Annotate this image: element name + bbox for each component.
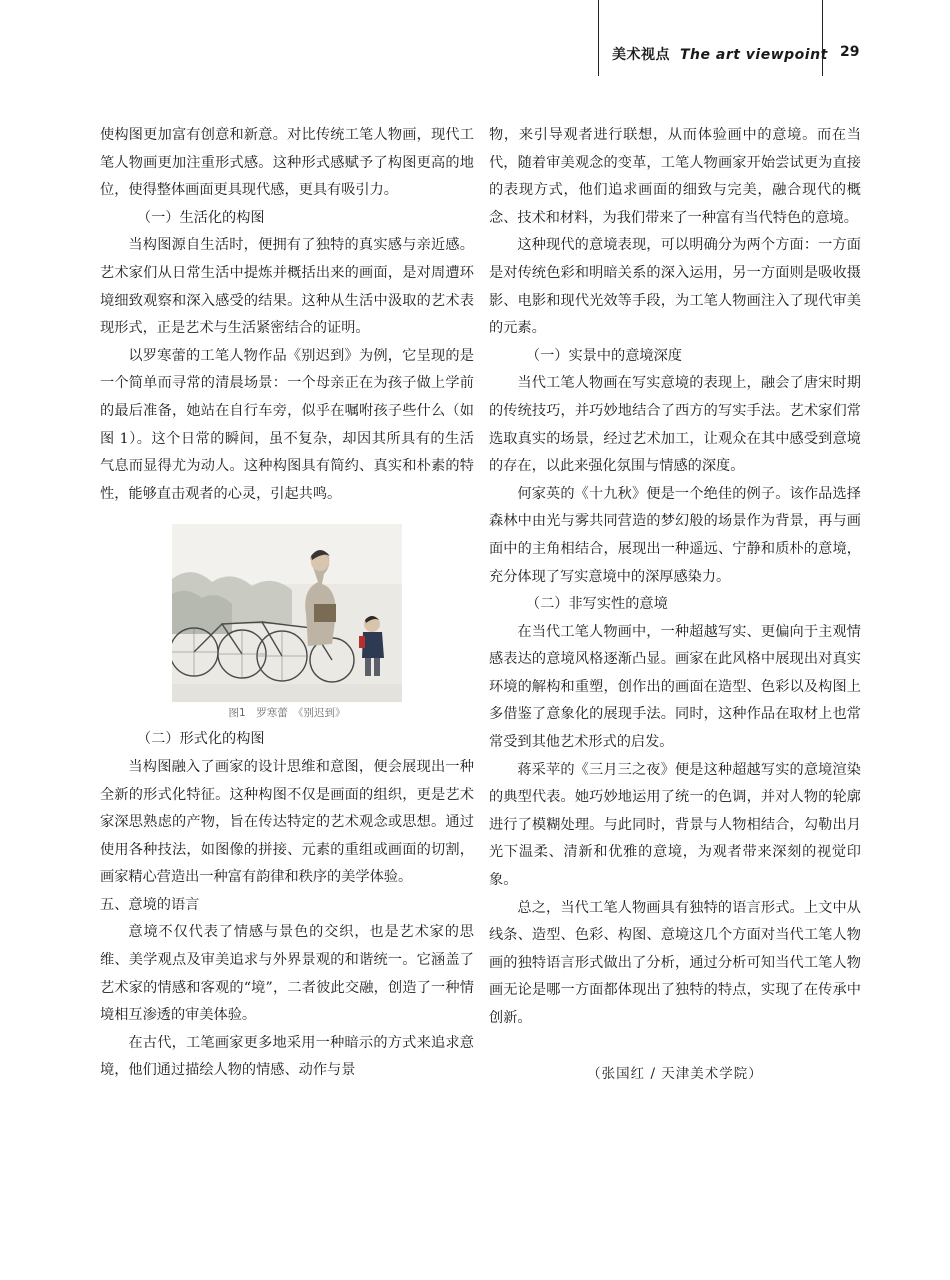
subheading-realistic-mood: （一）实景中的意境深度 xyxy=(525,347,682,364)
paragraph: 何家英的《十九秋》便是一个绝佳的例子。该作品选择森林中由光与雾共同营造的梦幻般的场景作为背景，再与画面中的主角相结合，展现出一种遥远、宁静和质朴的意境，充分体现了写实意境中的深厚感染力。 xyxy=(489,485,861,585)
paragraph: 使构图更加富有创意和新意。对比传统工笔人物画，现代工笔人物画更加注重形式感。这种形式感赋予了构图更高的地位，使得整体画面更具现代感，更具有吸引力。 xyxy=(100,127,474,199)
paragraph: 意境不仅代表了情感与景色的交织，也是艺术家的思维、美学观点及审美追求与外界景观的和谐统一。它涵盖了艺术家的情感和客观的“境”，二者彼此交融，创造了一种情境相互渗透的审美体验。 xyxy=(100,924,474,1024)
paragraph: 以罗寒蕾的工笔人物作品《别迟到》为例，它呈现的是一个简单而寻常的清晨场景：一个母亲正在为孩子做上学前的最后准备，她站在自行车旁，似乎在嘱咐孩子些什么（如图 1）。这个日常的瞬间，虽不复杂，却因其所具有的生活气息而显得尤为动人。这种构图具有简约、真实和朴素的特性，能够直击观者的心灵，引起共鸣。 xyxy=(100,347,474,502)
paragraph: 当代工笔人物画在写实意境的表现上，融会了唐宋时期的传统技巧，并巧妙地结合了西方的写实手法。艺术家们常选取真实的场景，经过艺术加工，让观众在其中感受到意境的存在，以此来强化氛围与情感的深度。 xyxy=(489,375,861,475)
section-heading: 五、意境的语言 xyxy=(100,896,200,913)
author-byline: （张国红 / 天津美术学院） xyxy=(587,1065,763,1082)
right-column xyxy=(489,122,861,1088)
figure-caption: 图1 罗寒蕾 《别迟到》 xyxy=(228,707,346,720)
subheading-nonrealistic-mood: （二）非写实性的意境 xyxy=(525,596,668,613)
subheading-life-composition: （一）生活化的构图 xyxy=(136,209,265,226)
paragraph: 总之，当代工笔人物画具有独特的语言形式。上文中从线条、造型、色彩、构图、意境这几个方面对当代工笔人物画的独特语言形式做出了分析，通过分析可知当代工笔人物画无论是哪一方面都体现出了独特的特点，实现了在传承中创新。 xyxy=(489,899,861,1026)
paragraph: 在当代工笔人物画中，一种超越写实、更偏向于主观情感表达的意境风格逐渐凸显。画家在此风格中展现出对真实环境的解构和重塑，创作出的画面在造型、色彩以及构图上多借鉴了意象化的展现手法。同时，这种作品在取材上也常常受到其他艺术形式的启发。 xyxy=(489,623,861,751)
left-column xyxy=(100,122,474,1085)
page-number: 29 xyxy=(840,44,860,60)
paragraph: 这种现代的意境表现，可以明确分为两个方面：一方面是对传统色彩和明暗关系的深入运用，另一方面则是吸收摄影、电影和现代光效等手段，为工笔人物画注入了现代审美的元素。 xyxy=(489,237,861,337)
subheading-formal-composition: （二）形式化的构图 xyxy=(136,731,265,748)
paragraph: 蒋采苹的《三月三之夜》便是这种超越写实的意境渲染的典型代表。她巧妙地运用了统一的色调，并对人物的轮廓进行了模糊处理。与此同时，背景与人物相结合，勾勒出月光下温柔、清新和优雅的意境，为观者带来深刻的视觉印象。 xyxy=(489,761,861,889)
running-head xyxy=(612,44,828,64)
figure-1 xyxy=(100,524,474,724)
header-divider-right xyxy=(822,0,823,76)
paragraph: 在古代，工笔画家更多地采用一种暗示的方式来追求意境，他们通过描绘人物的情感、动作与景 xyxy=(100,1034,474,1079)
section-title-cn: 美术视点 xyxy=(612,47,670,63)
paragraph: 当构图融入了画家的设计思维和意图，便会展现出一种全新的形式化特征。这种构图不仅是画面的组织，更是艺术家深思熟虑的产物，旨在传达特定的艺术观念或思想。通过使用各种技法，如图像的拼接、元素的重组或画面的切割，画家精心营造出一种富有韵律和秩序的美学体验。 xyxy=(100,758,474,886)
painting-image xyxy=(172,524,402,702)
paragraph: 物，来引导观者进行联想，从而体验画中的意境。而在当代，随着审美观念的变革，工笔人物画家开始尝试更为直接的表现方式，他们追求画面的细致与完美，融合现代的概念、技术和材料，为我们带来了一种富有当代特色的意境。 xyxy=(489,127,861,226)
section-title-en: The art viewpoint xyxy=(680,47,828,63)
header-divider-left xyxy=(598,0,599,76)
paragraph: 当构图源自生活时，便拥有了独特的真实感与亲近感。艺术家们从日常生活中提炼并概括出来的画面，是对周遭环境细致观察和深入感受的结果。这种从生活中汲取的艺术表现形式，正是艺术与生活紧密结合的证明。 xyxy=(100,237,474,337)
